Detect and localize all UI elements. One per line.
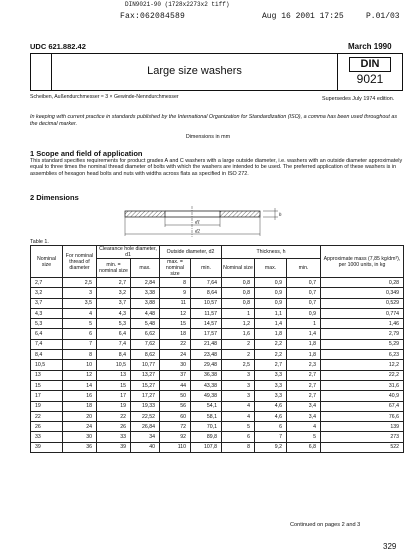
table-cell: 13 <box>31 370 63 380</box>
table-cell: 0,8 <box>222 288 255 298</box>
table-cell: 1,6 <box>222 329 255 339</box>
table-cell: 2,2 <box>255 350 287 360</box>
table-cell: 1,8 <box>287 350 321 360</box>
fax-page: P.01/03 <box>366 12 400 21</box>
table-cell: 7,4 <box>31 339 63 349</box>
table-row <box>31 329 404 339</box>
table-cell: 8,62 <box>131 350 160 360</box>
h-label: h <box>279 213 282 218</box>
table-cell: 3 <box>63 288 97 298</box>
table-cell: 4,48 <box>131 308 160 318</box>
th-for-nominal-thread: For nominal thread of diameter <box>63 246 97 278</box>
table-cell: 17,27 <box>131 391 160 401</box>
table-cell: 67,4 <box>321 401 404 411</box>
table-cell: 0,9 <box>255 288 287 298</box>
th-approx-mass: Approximate mass (7,85 kg/dm³), per 1000 units, in kg <box>321 246 404 278</box>
table-cell: 6,4 <box>31 329 63 339</box>
table-cell: 0,8 <box>222 278 255 288</box>
table-cell: 1,2 <box>222 319 255 329</box>
table-cell: 0,9 <box>255 278 287 288</box>
table-cell: 17 <box>31 391 63 401</box>
table-cell: 76,6 <box>321 411 404 421</box>
table-cell: 23,48 <box>191 350 222 360</box>
table-cell: 1 <box>287 319 321 329</box>
supersedes-note: Supersedes July 1974 edition. <box>322 96 395 102</box>
table-cell: 3,5 <box>63 298 97 308</box>
table-cell: 33 <box>31 432 63 442</box>
table-cell: 22 <box>31 411 63 421</box>
table-cell: 2,5 <box>63 278 97 288</box>
table-cell: 5,29 <box>321 339 404 349</box>
table-row <box>31 319 404 329</box>
table-cell: 10,5 <box>97 360 131 370</box>
table-row <box>31 350 404 360</box>
table-cell: 19 <box>97 401 131 411</box>
table-cell: 139 <box>321 422 404 432</box>
table-cell: 15 <box>97 380 131 390</box>
table-cell: 0,774 <box>321 308 404 318</box>
table-cell: 17 <box>97 391 131 401</box>
table-cell: 8 <box>160 278 191 288</box>
table-cell: 24 <box>63 422 97 432</box>
table-caption: Table 1. <box>30 239 49 245</box>
table-cell: 60 <box>160 411 191 421</box>
table-cell: 15 <box>31 380 63 390</box>
table-row <box>31 278 404 288</box>
table-cell: 36 <box>63 442 97 452</box>
table-cell: 7,62 <box>131 339 160 349</box>
table-cell: 12 <box>63 370 97 380</box>
table-cell: 3,3 <box>255 380 287 390</box>
table-cell: 22,52 <box>131 411 160 421</box>
table-row <box>31 298 404 308</box>
table-cell: 3,2 <box>31 288 63 298</box>
din-box <box>337 54 402 90</box>
d1-label: d1 <box>195 220 200 226</box>
table-cell: 43,38 <box>191 380 222 390</box>
table-cell: 6 <box>222 432 255 442</box>
table-cell: 107,8 <box>191 442 222 452</box>
table-cell: 26 <box>97 422 131 432</box>
table-cell: 30 <box>160 360 191 370</box>
table-cell: 1 <box>222 308 255 318</box>
table-cell: 0,7 <box>287 298 321 308</box>
din-number: 9021 <box>356 72 384 86</box>
d2-label: d2 <box>195 229 200 235</box>
table-cell: 4 <box>287 422 321 432</box>
table-cell: 0,7 <box>287 288 321 298</box>
table-cell: 7,64 <box>191 278 222 288</box>
table-cell: 1,4 <box>287 329 321 339</box>
table-cell: 6,23 <box>321 350 404 360</box>
table-cell: 2,7 <box>287 391 321 401</box>
th-clearance-max: max. <box>131 259 160 278</box>
table-body <box>31 278 404 453</box>
table-cell: 2,7 <box>255 360 287 370</box>
dimensions-note: Dimensions in mm <box>185 134 231 140</box>
table-cell: 44 <box>160 380 191 390</box>
table-cell: 3,3 <box>255 391 287 401</box>
table-cell: 19,33 <box>131 401 160 411</box>
german-subtitle: Scheiben, Außendurchmesser ≈ 3 × Gewinde-Nenndurchmesser <box>30 94 179 100</box>
table-cell: 89,8 <box>191 432 222 442</box>
table-row <box>31 411 404 421</box>
table-row <box>31 401 404 411</box>
table-cell: 15,27 <box>131 380 160 390</box>
publication-date: March 1990 <box>348 42 392 51</box>
table-cell: 3,7 <box>31 298 63 308</box>
table-cell: 22,2 <box>321 370 404 380</box>
table-cell: 36,38 <box>191 370 222 380</box>
table-cell: 20 <box>63 411 97 421</box>
title-box <box>30 53 403 91</box>
table-cell: 11,57 <box>191 308 222 318</box>
table-row <box>31 432 404 442</box>
table-row <box>31 339 404 349</box>
section-1-text: This standard specifies requirements for product grades A and C washers with a large outside diameter, i.e. washers with an outside diameter approximately equal to three times the nominal thread diameter of bolts with which the washers are intended to be used. The preferred application of these washers is in assemblies of hexagon head bolts and nuts with widths across flats as specified in ISO 272. <box>30 158 403 177</box>
document-title: Large size washers <box>147 65 242 77</box>
table-cell: 2,5 <box>222 360 255 370</box>
table-cell: 6 <box>63 329 97 339</box>
table-cell: 3,2 <box>97 288 131 298</box>
fax-number: Fax:062084589 <box>120 12 186 21</box>
din-logo: DIN <box>349 57 391 72</box>
table-cell: 70,1 <box>191 422 222 432</box>
table-row <box>31 308 404 318</box>
table-cell: 5 <box>63 319 97 329</box>
table-cell: 4,6 <box>255 401 287 411</box>
table-cell: 16 <box>63 391 97 401</box>
table-cell: 4,3 <box>31 308 63 318</box>
title-box-left-cell <box>31 54 52 90</box>
th-outside-diameter: Outside diameter, d2 <box>160 246 222 259</box>
table-cell: 33 <box>97 432 131 442</box>
table-cell: 12,2 <box>321 360 404 370</box>
table-cell: 5,3 <box>31 319 63 329</box>
table-cell: 3,4 <box>287 411 321 421</box>
table-cell: 2,7 <box>287 370 321 380</box>
table-row <box>31 380 404 390</box>
table-cell: 26 <box>31 422 63 432</box>
table-cell: 14,57 <box>191 319 222 329</box>
table-cell: 21,48 <box>191 339 222 349</box>
table-cell: 2 <box>222 350 255 360</box>
table-cell: 11 <box>160 298 191 308</box>
table-cell: 1,1 <box>255 308 287 318</box>
table-cell: 39 <box>97 442 131 452</box>
table-cell: 0,529 <box>321 298 404 308</box>
washer-drawing <box>120 206 290 238</box>
table-cell: 8,64 <box>191 288 222 298</box>
table-cell: 3,7 <box>97 298 131 308</box>
table-cell: 2,7 <box>287 380 321 390</box>
table-cell: 7 <box>255 432 287 442</box>
table-cell: 22 <box>160 339 191 349</box>
th-clearance-hole: Clearance hole diameter, d1 <box>97 246 160 259</box>
table-cell: 13,27 <box>131 370 160 380</box>
table-cell: 14 <box>63 380 97 390</box>
table-cell: 273 <box>321 432 404 442</box>
table-cell: 18 <box>160 329 191 339</box>
table-cell: 12 <box>160 308 191 318</box>
table-cell: 72 <box>160 422 191 432</box>
table-cell: 6,62 <box>131 329 160 339</box>
table-row <box>31 422 404 432</box>
table-cell: 15 <box>160 319 191 329</box>
table-cell: 8 <box>222 442 255 452</box>
table-cell: 5 <box>287 432 321 442</box>
table-cell: 2,7 <box>97 278 131 288</box>
table-cell: 1,4 <box>255 319 287 329</box>
table-cell: 4 <box>222 411 255 421</box>
washer-section-right <box>220 211 260 217</box>
table-cell: 40,9 <box>321 391 404 401</box>
table-cell: 7,4 <box>97 339 131 349</box>
table-cell: 19 <box>31 401 63 411</box>
table-cell: 2,79 <box>321 329 404 339</box>
table-cell: 8,4 <box>97 350 131 360</box>
table-cell: 9,2 <box>255 442 287 452</box>
table-cell: 9 <box>160 288 191 298</box>
table-cell: 4 <box>63 308 97 318</box>
table-cell: 8 <box>63 350 97 360</box>
fax-date-time: Aug 16 2001 17:25 <box>262 12 344 21</box>
continued-note: Continued on pages 2 and 3 <box>290 522 361 528</box>
section-1-heading: 1 Scope and field of application <box>30 149 143 158</box>
table-row <box>31 391 404 401</box>
th-thickness: Thickness, h <box>222 246 321 259</box>
table-cell: 522 <box>321 442 404 452</box>
table-cell: 2,84 <box>131 278 160 288</box>
table-cell: 4,6 <box>255 411 287 421</box>
table-cell: 0,8 <box>222 298 255 308</box>
iso-decimal-note: In keeping with current practice in standards published by the International Organization for Standardization (ISO), a comma has been used throughout as the decimal marker. <box>30 114 398 127</box>
table-cell: 3,4 <box>287 401 321 411</box>
table-cell: 4,3 <box>97 308 131 318</box>
table-cell: 13 <box>97 370 131 380</box>
washer-section-left <box>125 211 165 217</box>
th-thickness-max: max. <box>255 259 287 278</box>
table-cell: 18 <box>63 401 97 411</box>
table-cell: 2,7 <box>31 278 63 288</box>
table-cell: 1,8 <box>287 339 321 349</box>
table-cell: 24 <box>160 350 191 360</box>
table-cell: 6 <box>255 422 287 432</box>
table-cell: 3 <box>222 370 255 380</box>
table-cell: 4 <box>222 401 255 411</box>
table-cell: 40 <box>131 442 160 452</box>
th-outside-max: max. = nominal size <box>160 259 191 278</box>
table-cell: 31,6 <box>321 380 404 390</box>
table-cell: 10,57 <box>191 298 222 308</box>
table-cell: 54,1 <box>191 401 222 411</box>
th-clearance-min: min. = nominal size <box>97 259 131 278</box>
table-cell: 5,48 <box>131 319 160 329</box>
table-cell: 6,4 <box>97 329 131 339</box>
table-cell: 0,28 <box>321 278 404 288</box>
th-outside-min: min. <box>191 259 222 278</box>
table-cell: 17,57 <box>191 329 222 339</box>
table-cell: 29,48 <box>191 360 222 370</box>
table-cell: 0,7 <box>287 278 321 288</box>
table-cell: 3,3 <box>255 370 287 380</box>
table-cell: 26,84 <box>131 422 160 432</box>
table-cell: 34 <box>131 432 160 442</box>
th-nominal-size: Nominal size <box>31 246 63 278</box>
table-cell: 3,88 <box>131 298 160 308</box>
table-cell: 2 <box>222 339 255 349</box>
table-cell: 3 <box>222 380 255 390</box>
page-number: 329 <box>383 542 397 551</box>
table-cell: 92 <box>160 432 191 442</box>
fax-file-label: DIN9021-90 (1728x2273x2 tiff) <box>125 1 230 8</box>
table-row <box>31 360 404 370</box>
table-cell: 1,46 <box>321 319 404 329</box>
table-cell: 7 <box>63 339 97 349</box>
table-cell: 37 <box>160 370 191 380</box>
table-row <box>31 442 404 452</box>
udc-code: UDC 621.882.42 <box>30 42 86 51</box>
table-cell: 49,38 <box>191 391 222 401</box>
section-2-heading: 2 Dimensions <box>30 193 79 202</box>
dimensions-table <box>30 245 404 453</box>
table-cell: 0,9 <box>255 298 287 308</box>
table-cell: 1,8 <box>255 329 287 339</box>
table-cell: 22 <box>97 411 131 421</box>
table-row <box>31 288 404 298</box>
table-cell: 50 <box>160 391 191 401</box>
table-cell: 0,9 <box>287 308 321 318</box>
table-cell: 2,3 <box>287 360 321 370</box>
table-cell: 10 <box>63 360 97 370</box>
table-cell: 30 <box>63 432 97 442</box>
table-cell: 6,8 <box>287 442 321 452</box>
table-cell: 10,5 <box>31 360 63 370</box>
table-cell: 110 <box>160 442 191 452</box>
table-cell: 5,3 <box>97 319 131 329</box>
table-cell: 10,77 <box>131 360 160 370</box>
th-thickness-min: min. <box>287 259 321 278</box>
table-cell: 3 <box>222 391 255 401</box>
table-cell: 58,1 <box>191 411 222 421</box>
table-cell: 8,4 <box>31 350 63 360</box>
table-row <box>31 370 404 380</box>
table-cell: 3,38 <box>131 288 160 298</box>
th-thickness-nominal: Nominal size <box>222 259 255 278</box>
table-cell: 39 <box>31 442 63 452</box>
table-cell: 2,2 <box>255 339 287 349</box>
table-cell: 0,349 <box>321 288 404 298</box>
table-cell: 5 <box>222 422 255 432</box>
table-cell: 56 <box>160 401 191 411</box>
